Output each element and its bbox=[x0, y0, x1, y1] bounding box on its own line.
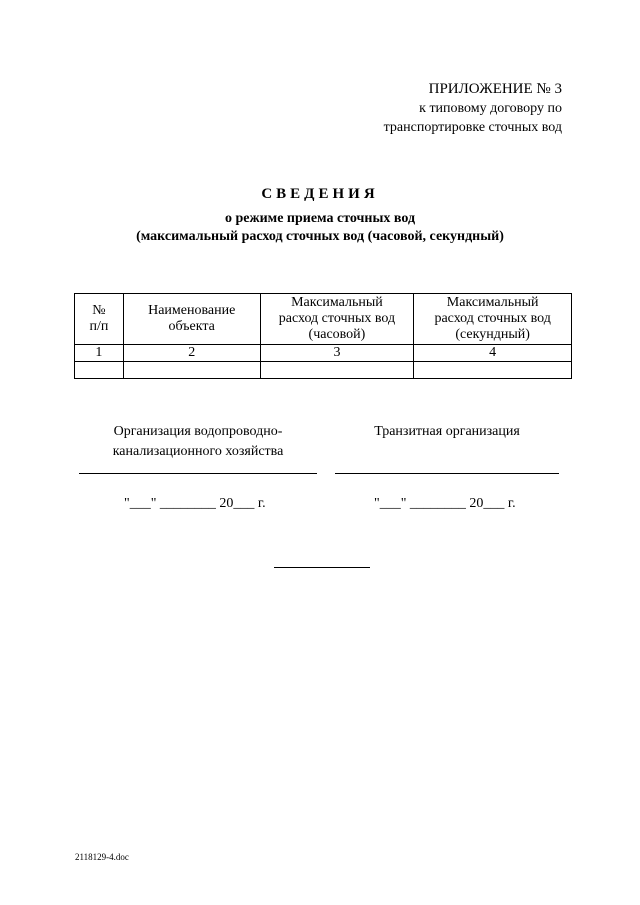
table-row bbox=[75, 345, 572, 362]
signature-line-right bbox=[335, 473, 559, 474]
date-right: "___" ________ 20___ г. bbox=[374, 496, 516, 511]
appendix-header bbox=[384, 80, 562, 137]
column-number-1: 1 bbox=[75, 345, 124, 362]
right-org-line-1: Транзитная организация bbox=[374, 424, 520, 439]
signature-line-left bbox=[79, 473, 317, 474]
column-number-4: 4 bbox=[414, 345, 572, 362]
separator-line bbox=[274, 567, 370, 568]
appendix-title: ПРИЛОЖЕНИЕ № 3 bbox=[428, 81, 562, 97]
document-id: 2118129-4.doc bbox=[75, 852, 129, 862]
date-left: "___" ________ 20___ г. bbox=[124, 496, 266, 511]
signature-left bbox=[78, 422, 318, 462]
document-title: СВЕДЕНИЯ bbox=[261, 186, 379, 202]
subtitle-line-1: о режиме приема сточных вод bbox=[224, 211, 416, 226]
column-number-3: 3 bbox=[260, 345, 414, 362]
table-cell bbox=[414, 362, 572, 379]
header-second-flow: Максимальный расход сточных вод (секундный) bbox=[414, 294, 572, 345]
left-org-line-1: Организация водопроводно- bbox=[113, 424, 283, 439]
header-object-name: Наименование объекта bbox=[123, 294, 260, 345]
subtitle-line-2: (максимальный расход сточных вод (часовой, секундный) bbox=[136, 229, 504, 244]
table-cell bbox=[260, 362, 414, 379]
left-org-line-2: канализационного хозяйства bbox=[112, 444, 284, 459]
data-table bbox=[74, 293, 572, 379]
appendix-line-3: транспортировке сточных вод bbox=[383, 120, 562, 135]
table-header-row bbox=[75, 294, 572, 345]
header-hourly-flow: Максимальный расход сточных вод (часовой) bbox=[260, 294, 414, 345]
signature-right bbox=[335, 422, 559, 442]
appendix-line-2: к типовому договору по bbox=[419, 101, 562, 116]
document-title-block bbox=[0, 184, 640, 246]
table-cell bbox=[75, 362, 124, 379]
column-number-2: 2 bbox=[123, 345, 260, 362]
table-cell bbox=[123, 362, 260, 379]
header-number: № п/п bbox=[75, 294, 124, 345]
table-row bbox=[75, 362, 572, 379]
